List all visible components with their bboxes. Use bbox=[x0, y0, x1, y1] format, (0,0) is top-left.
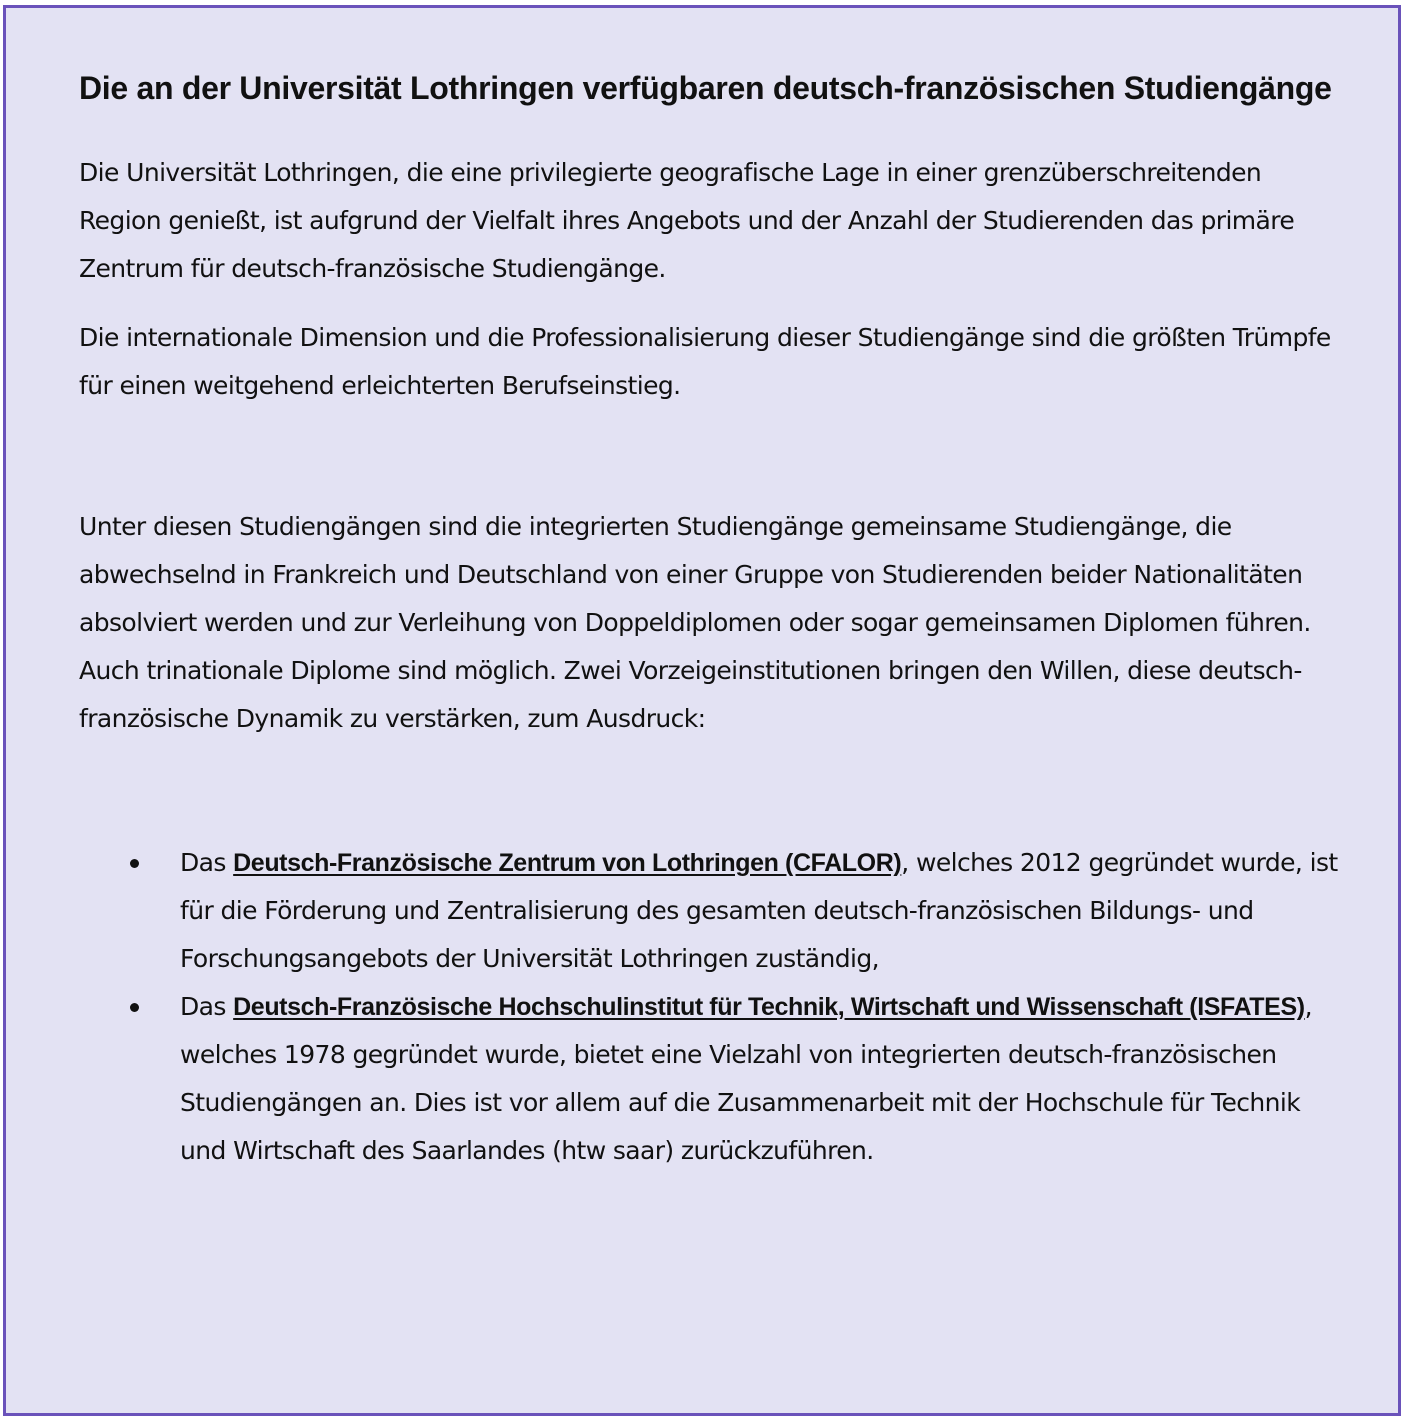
bullet-icon bbox=[130, 1003, 139, 1012]
cfalor-link[interactable]: Deutsch-Französische Zentrum von Lothringen (CFALOR) bbox=[233, 849, 902, 877]
intro-paragraph: Die Universität Lothringen, die eine privilegierte geografische Lage in einer grenzüberschreitenden Region genießt, ist aufgrund der Vielfalt ihres Angebots und der Anzahl der Studierenden das primäre Zentrum für deutsch-französische Studiengänge. bbox=[79, 158, 1295, 283]
article-content bbox=[79, 63, 1341, 1175]
page-title: Die an der Universität Lothringen verfügbaren deutsch-französischen Studiengänge bbox=[79, 70, 1332, 106]
isfates-link[interactable]: Deutsch-Französische Hochschulinstitut für Technik, Wirtschaft und Wissenschaft (ISFATES) bbox=[233, 993, 1305, 1021]
advantages-paragraph: Die internationale Dimension und die Professionalisierung dieser Studiengänge sind die größten Trümpfe für einen weitgehend erleichterten Berufseinstieg. bbox=[79, 323, 1331, 400]
content-box bbox=[3, 5, 1401, 1416]
integrated-programs-paragraph: Unter diesen Studiengängen sind die integrierten Studiengänge gemeinsame Studiengänge, die abwechselnd in Frankreich und Deutschland von einer Gruppe von Studierenden beider Nationalitäten absolviert werden und zur Verleihung von Doppeldiplomen oder sogar gemeinsamen Diplomen führen. Auch trinationale Diplome sind möglich. Zwei Vorzeigeinstitutionen bringen den Willen, diese deutsch-französische Dynamik zu verstärken, zum Ausdruck: bbox=[79, 512, 1311, 733]
list-item-isfates bbox=[180, 983, 1341, 1175]
bullet-icon bbox=[130, 859, 139, 868]
list-item-prefix: Das bbox=[180, 848, 234, 877]
institutions-list bbox=[79, 839, 1341, 1175]
list-item-prefix: Das bbox=[180, 992, 234, 1021]
list-item-cfalor bbox=[180, 839, 1341, 983]
list-item-text: , welches 1978 gegründet wurde, bietet eine Vielzahl von integrierten deutsch-französischen Studiengängen an. Dies ist vor allem auf die Zusammenarbeit mit der Hochschule für Technik und Wirtschaft des Saarlandes (htw saar) zurückzuführen. bbox=[180, 992, 1313, 1165]
list-item-text: , welches 2012 gegründet wurde, ist für die Förderung und Zentralisierung des gesamten deutsch-französischen Bildungs- und Forschungsangebots der Universität Lothringen zuständig, bbox=[180, 848, 1338, 973]
